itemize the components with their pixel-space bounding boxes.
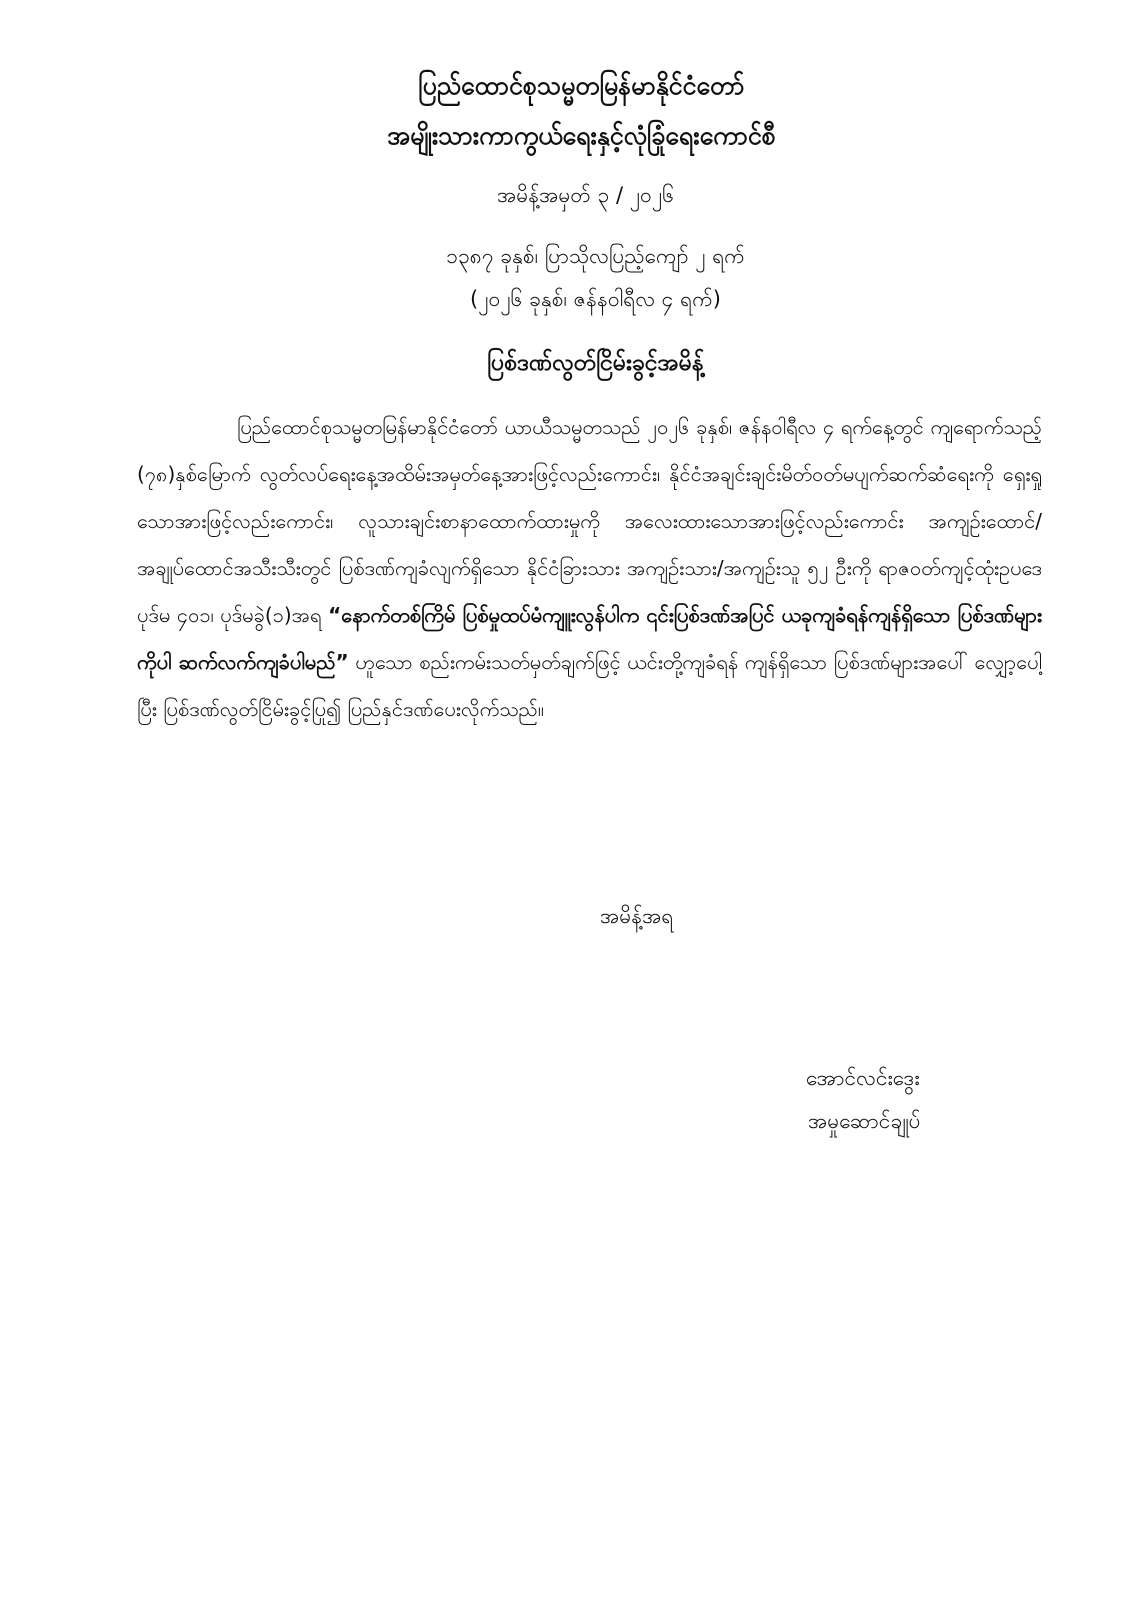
council-title: အမျိုးသားကာကွယ်ရေးနှင့်လုံခြုံရေးကောင်စီ: [387, 121, 776, 150]
signer-name: အောင်လင်းဒွေး: [806, 1066, 920, 1090]
body-part-2: ဟူသော စည်းကမ်းသတ်မှတ်ချက်ဖြင့် ယင်းတို့ကျခံရန် ကျန်ရှိသော ပြစ်ဒဏ်များအပေါ် လျှော့ပေါ့ပြီး ပြစ်ဒဏ်လွတ်ငြိမ်းခွင့်ပြု၍ ပြည်နှင်ဒဏ်ပေးလိုက်သည်။: [137, 650, 1042, 721]
order-number: အမိန့်အမှတ် ၃ / ၂၀၂၆: [496, 183, 675, 207]
date-myanmar: ၁၃၈၇ ခုနှစ်၊ ပြာသိုလပြည့်ကျော် ၂ ရက်: [446, 244, 745, 268]
order-body: [137, 404, 1042, 733]
order-by-label: အမိန့်အရ: [600, 904, 674, 928]
government-title: ပြည်ထောင်စုသမ္မတမြန်မာနိုင်ငံတော်: [418, 71, 745, 100]
order-heading: ပြစ်ဒဏ်လွတ်ငြိမ်းခွင့်အမိန့်: [487, 350, 704, 376]
date-gregorian: (၂၀၂၆ ခုနှစ်၊ ဇန်နဝါရီလ ၄ ရက်): [470, 287, 721, 311]
body-part-1: ပြည်ထောင်စုသမ္မတမြန်မာနိုင်ငံတော် ယာယီသမ္မတသည် ၂၀၂၆ ခုနှစ်၊ ဇန်နဝါရီလ ၄ ရက်နေ့တွင် ကျရောက်သည့် (၇၈)နှစ်မြောက် လွတ်လပ်ရေးနေ့အထိမ်းအမှတ်နေ့အားဖြင့်လည်းကောင်း၊ နိုင်ငံအချင်းချင်းမိတ်ဝတ်မပျက်ဆက်ဆံရေးကို ရှေးရှုသောအားဖြင့်လည်းကောင်း၊ လူသားချင်းစာနာထောက်ထားမှုကို အလေးထားသောအားဖြင့်လည်းကောင်း အကျဉ်းထောင်/အချုပ်ထောင်အသီးသီးတွင် ပြစ်ဒဏ်ကျခံလျက်ရှိသော နိုင်ငံခြားသား အကျဉ်းသား/အကျဉ်းသူ ၅၂ ဦးကို ရာဇဝတ်ကျင့်ထုံးဥပဒေ ပုဒ်မ ၄၀၁၊ ပုဒ်မခွဲ(၁)အရ: [137, 415, 1042, 627]
body-bold-quote: “နောက်တစ်ကြိမ် ပြစ်မှုထပ်မံကျူးလွန်ပါက ၎င်းပြစ်ဒဏ်အပြင် ယခုကျခံရန်ကျန်ရှိသော ပြစ်ဒဏ်များကိုပါ ဆက်လက်ကျခံပါမည်”: [137, 603, 1042, 674]
signer-title: အမှုဆောင်ချုပ်: [808, 1109, 921, 1133]
